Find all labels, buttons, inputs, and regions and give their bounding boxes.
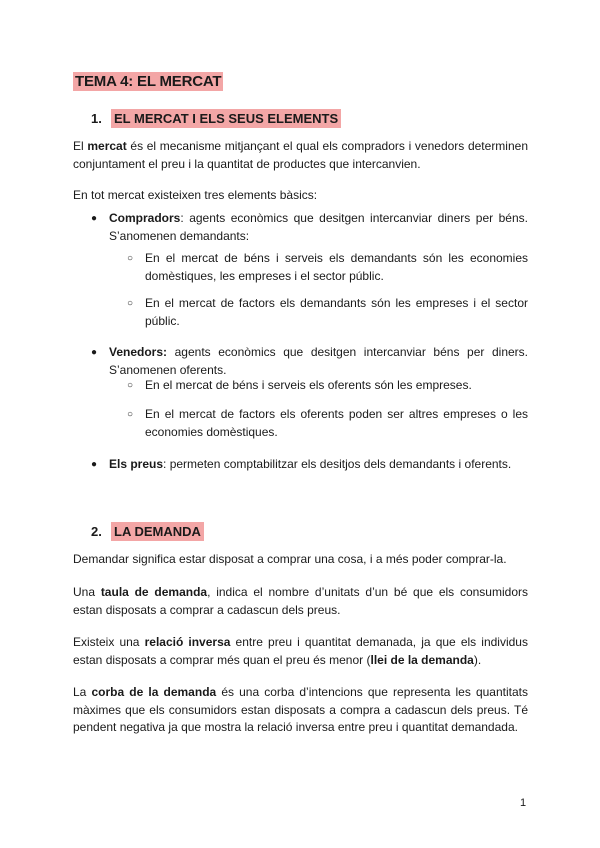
paragraph-intro-elements: En tot mercat existeixen tres elements bàsics: xyxy=(73,188,318,202)
paragraph-demand-definition: Demandar significa estar disposat a comprar una cosa, i a més poder comprar-la. xyxy=(73,552,507,566)
section-number: 1. xyxy=(91,111,102,126)
paragraph-demand-table: Una taula de demanda, indica el nombre d’unitats d’un bé que els consumidors estan disposats a comprar a cadascun dels preus. xyxy=(73,585,528,617)
circle-bullet-icon: ○ xyxy=(127,253,134,264)
paragraph-definition: El mercat és el mecanisme mitjançant el qual els compradors i venedors determinen conjuntament el preu i la quantitat de productes que intercanvien. xyxy=(73,139,528,171)
section-number: 2. xyxy=(91,524,102,539)
list-item: ● Venedors: agents econòmics que desitgen intercanviar béns per diners. S’anomenen oferents. xyxy=(91,345,528,377)
bullet-icon: ● xyxy=(91,213,98,224)
sub-list-item: ○ En el mercat de béns i serveis els demandants són les economies domèstiques, les empreses i el sector públic. xyxy=(127,251,528,283)
page-title: TEMA 4: EL MERCAT xyxy=(75,73,222,90)
section-label: EL MERCAT I ELS SEUS ELEMENTS xyxy=(111,109,341,128)
list-item: ● Els preus: permeten comptabilitzar els desitjos dels demandants i oferents. xyxy=(91,456,528,474)
bullet-icon: ● xyxy=(91,459,98,470)
circle-bullet-icon: ○ xyxy=(127,380,134,391)
circle-bullet-icon: ○ xyxy=(127,409,134,420)
list-item: ● Compradors: agents econòmics que desitgen intercanviar diners per béns. S’anomenen demandants: xyxy=(91,211,528,243)
paragraph-inverse-relation: Existeix una relació inversa entre preu i quantitat demanada, ja que els individus estan disposats a comprar més quan el preu és menor (llei de la demanda). xyxy=(73,635,528,667)
paragraph-demand-curve: La corba de la demanda és una corba d’intencions que representa les quantitats màximes que els consumidors estan disposats a compra a cadascun dels preus. Té pendent negativa ja que mostra la relació inversa entre preu i quantitat demandada. xyxy=(73,685,529,734)
sub-list-item: ○ En el mercat de factors els demandants són les empreses i el sector públic. xyxy=(127,296,528,328)
bullet-icon: ● xyxy=(91,347,98,358)
sub-list-item: ○ En el mercat de béns i serveis els oferents són les empreses. xyxy=(127,377,528,395)
page-number: 1 xyxy=(520,797,527,809)
circle-bullet-icon: ○ xyxy=(127,298,134,309)
section-heading-1 xyxy=(91,111,341,126)
sub-list-item: ○ En el mercat de factors els oferents poden ser altres empreses o les economies domèstiques. xyxy=(127,407,528,439)
section-label: LA DEMANDA xyxy=(111,522,204,541)
section-heading-2 xyxy=(91,524,204,539)
